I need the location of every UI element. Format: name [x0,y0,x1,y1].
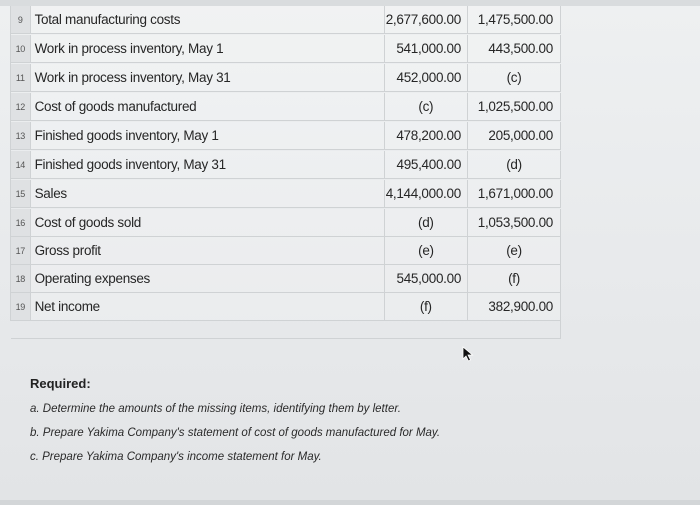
table-row [11,293,561,321]
row-number: 17 [11,237,31,265]
row-number: 15 [11,180,31,208]
table-row [11,209,561,237]
company-b-value[interactable]: 382,900.00 [468,293,561,321]
company-b-value[interactable]: 1,475,500.00 [468,6,561,34]
company-a-value[interactable]: 545,000.00 [385,265,468,293]
required-title: Required: [30,376,91,391]
row-number: 9 [11,6,31,34]
row-label[interactable]: Cost of goods manufactured [31,93,385,121]
table-row [11,122,561,150]
required-item-a: a. Determine the amounts of the missing items, identifying them by letter. [30,403,401,415]
row-label[interactable]: Sales [31,180,385,208]
required-item-b: b. Prepare Yakima Company's statement of cost of goods manufactured for May. [30,427,441,439]
row-label[interactable]: Total manufacturing costs [31,6,385,34]
table-row [11,64,561,92]
data-table [10,6,561,321]
company-b-value[interactable]: 1,053,500.00 [468,209,561,237]
company-a-value[interactable]: (e) [385,237,468,265]
company-b-value[interactable]: 1,671,000.00 [468,180,561,208]
row-number: 11 [11,64,31,92]
row-label[interactable]: Cost of goods sold [31,209,385,237]
row-label[interactable]: Finished goods inventory, May 1 [31,122,385,150]
company-a-value[interactable]: 4,144,000.00 [385,180,468,208]
company-b-value[interactable]: 443,500.00 [468,35,561,63]
company-b-value[interactable]: (f) [468,265,561,293]
table-row [11,35,561,63]
company-a-value[interactable]: 478,200.00 [385,122,468,150]
table-row [11,237,561,265]
row-label[interactable]: Work in process inventory, May 1 [31,35,385,63]
required-item-c: c. Prepare Yakima Company's income statement for May. [30,451,322,463]
company-b-value[interactable]: (d) [468,151,561,179]
company-a-value[interactable]: 2,677,600.00 [385,6,468,34]
table-row [11,6,561,34]
table-row [11,151,561,179]
bottom-edge [0,500,700,505]
table-row [11,93,561,121]
row-number: 18 [11,265,31,293]
row-number: 13 [11,122,31,150]
row-number: 10 [11,35,31,63]
required-section [30,376,550,474]
company-b-value[interactable]: 1,025,500.00 [468,93,561,121]
row-label[interactable]: Finished goods inventory, May 31 [31,151,385,179]
mouse-pointer-icon [462,346,474,362]
table-row [11,180,561,208]
company-b-value[interactable]: (e) [468,237,561,265]
company-b-value[interactable]: (c) [468,64,561,92]
company-b-value[interactable]: 205,000.00 [468,122,561,150]
row-label[interactable]: Gross profit [31,237,385,265]
company-a-value[interactable]: 452,000.00 [385,64,468,92]
company-a-value[interactable]: (d) [385,209,468,237]
company-a-value[interactable]: 541,000.00 [385,35,468,63]
empty-table-area [11,321,561,339]
row-number: 14 [11,151,31,179]
company-a-value[interactable]: (f) [385,293,468,321]
table-row [11,265,561,293]
company-a-value[interactable]: 495,400.00 [385,151,468,179]
row-number: 19 [11,293,31,321]
row-number: 12 [11,93,31,121]
row-label[interactable]: Operating expenses [31,265,385,293]
row-number: 16 [11,209,31,237]
company-a-value[interactable]: (c) [385,93,468,121]
row-label[interactable]: Work in process inventory, May 31 [31,64,385,92]
row-label[interactable]: Net income [31,293,385,321]
